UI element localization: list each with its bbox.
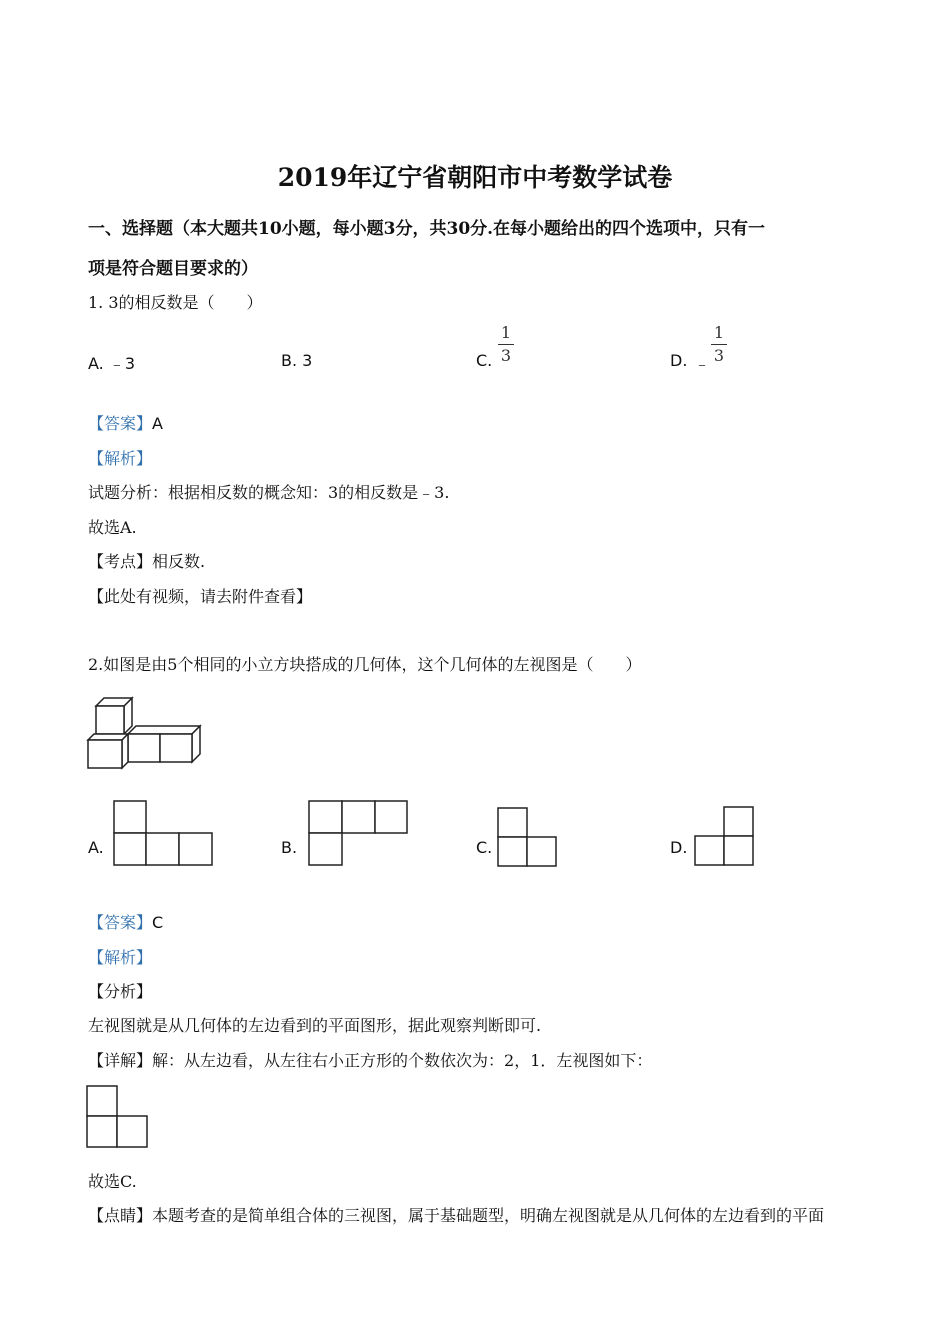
q1-answer <box>88 411 163 434</box>
q1-option-c-fraction <box>498 324 514 365</box>
q2-option-d-figure <box>693 805 755 867</box>
cube-front-2 <box>128 734 160 762</box>
q2-comment-text: 本题考查的是简单组合体的三视图，属于基础题型，明确左视图就是从几何体的左边看到的平面 <box>152 1206 825 1225</box>
cube-row-roof <box>128 726 200 734</box>
q2-detail-text: 解：从左边看，从左往右小正方形的个数依次为：2，1．左视图如下： <box>152 1051 653 1070</box>
q2-detail <box>88 1048 652 1071</box>
q1-answer-value: A <box>152 414 163 433</box>
q1-video-note: 【此处有视频，请去附件查看】 <box>88 587 313 606</box>
q1-option-c-numerator: 1 <box>500 323 512 342</box>
q1-point-text: 相反数. <box>152 552 206 571</box>
q2-fenxi-tag: 【分析】 <box>88 982 153 1001</box>
q2-choose: 故选C. <box>88 1172 137 1191</box>
q1-option-d-label: D. <box>670 351 688 370</box>
q2-comment <box>88 1203 824 1226</box>
q2-option-b-figure <box>307 799 409 867</box>
fraction-bar <box>711 344 727 345</box>
q2-answer <box>88 910 163 933</box>
q2-option-b-label: B. <box>281 838 298 857</box>
q1-analysis-tag: 【解析】 <box>88 449 153 468</box>
q1-choose: 故选A. <box>88 518 137 537</box>
section-heading-line1: 一、选择题（本大题共10小题，每小题3分，共30分.在每小题给出的四个选项中，只有一 <box>88 219 766 239</box>
q1-option-a-value: ﹣3 <box>108 354 136 373</box>
q2-stem: 2.如图是由5个相同的小立方块搭成的几何体，这个几何体的左视图是（ ） <box>88 655 642 674</box>
q1-option-d-denominator: 3 <box>713 346 725 365</box>
q2-option-a-figure <box>112 800 214 868</box>
cube-front-1 <box>88 740 122 768</box>
q1-option-a-label: A. <box>88 354 104 373</box>
q1-option-d-fraction <box>711 324 727 365</box>
q1-option-c-label: C. <box>476 351 493 370</box>
q1-answer-tag: 【答案】 <box>88 414 153 433</box>
q1-analysis: 试题分析：根据相反数的概念知：3的相反数是﹣3. <box>88 483 450 502</box>
q2-answer-tag: 【答案】 <box>88 913 153 932</box>
q2-fenxi: 左视图就是从几何体的左边看到的平面图形，据此观察判断即可. <box>88 1016 542 1035</box>
q1-point <box>88 549 205 572</box>
q1-option-c-denominator: 3 <box>500 346 512 365</box>
q1-option-d-sign: ﹣ <box>694 354 711 373</box>
q2-option-c-figure <box>496 806 558 868</box>
q2-left-view-figure <box>85 1084 149 1150</box>
fraction-bar <box>498 344 514 345</box>
q2-detail-tag: 【详解】 <box>88 1051 153 1070</box>
section-heading-line2: 项是符合题目要求的） <box>88 259 258 279</box>
cube-front-3 <box>160 734 192 762</box>
q2-solid-figure <box>84 696 208 774</box>
q1-option-b-label: B. <box>281 351 298 370</box>
q1-option-b <box>281 351 312 370</box>
q1-option-a <box>88 351 135 374</box>
cube-top-front <box>96 706 124 734</box>
q1-option-b-value: 3 <box>302 351 313 370</box>
q1-stem: 1. 3的相反数是（ ） <box>88 293 263 312</box>
cube-left-side <box>122 734 128 768</box>
q1-option-d-numerator: 1 <box>713 323 725 342</box>
q2-option-d-label: D. <box>670 838 688 857</box>
q1-point-tag: 【考点】 <box>88 552 153 571</box>
q2-comment-tag: 【点睛】 <box>88 1206 153 1225</box>
q2-answer-value: C <box>152 913 164 932</box>
q2-option-c-label: C. <box>476 838 493 857</box>
q2-option-a-label: A. <box>88 838 104 857</box>
page-title: 2019年辽宁省朝阳市中考数学试卷 <box>277 163 673 192</box>
q2-analysis-tag: 【解析】 <box>88 948 153 967</box>
